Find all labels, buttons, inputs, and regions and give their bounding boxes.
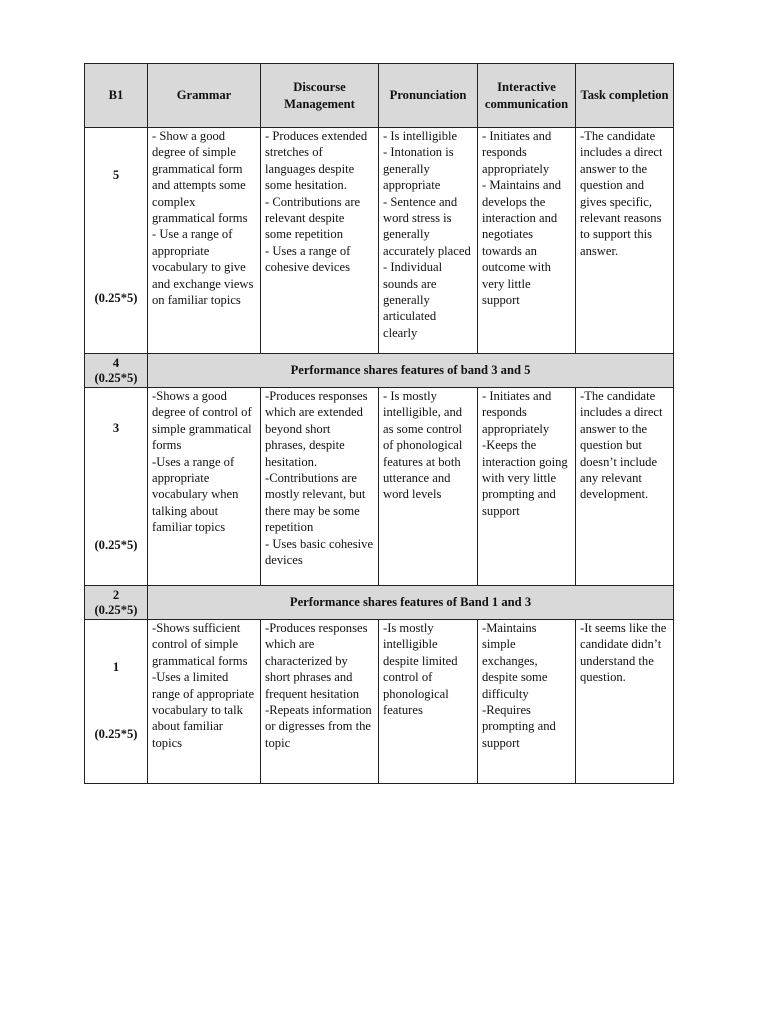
band-3-pronunciation [379, 388, 478, 586]
criterion-header-interactive: Interactive communication [478, 64, 576, 128]
band-weight: (0.25*5) [94, 726, 138, 741]
band-3-interactive [478, 388, 576, 586]
descriptor-text: - Initiates and responds appropriately -Keeps the interaction going with very little prompting and support [482, 389, 568, 518]
band-number: 4 [112, 355, 120, 370]
band-4-cell [85, 354, 148, 388]
criterion-header-task: Task completion [576, 64, 674, 128]
descriptor-text: -Produces responses which are extended beyond short phrases, despite hesitation. -Contributions are mostly relevant, but there may be some repetition - Uses basic cohesive devices [265, 389, 374, 568]
band-4-shared-descriptor: Performance shares features of band 3 and 5 [148, 354, 674, 388]
band-1-cell [85, 620, 148, 784]
band-5-interactive [478, 128, 576, 354]
band-5-task [576, 128, 674, 354]
criterion-header-pronunciation: Pronunciation [379, 64, 478, 128]
descriptor-text: -Maintains simple exchanges, despite some difficulty -Requires prompting and support [482, 621, 556, 750]
band-2-row [85, 586, 674, 620]
descriptor-text: - Is intelligible - Intonation is generally appropriate - Sentence and word stress is generally accurately placed - Individual sounds are generally articulated clearly [383, 129, 471, 340]
descriptor-text: -The candidate includes a direct answer to the question and gives specific, relevant reasons to support this answer. [580, 129, 663, 258]
band-weight: (0.25*5) [94, 602, 138, 617]
band-2-shared-descriptor: Performance shares features of Band 1 and 3 [148, 586, 674, 620]
band-weight: (0.25*5) [94, 370, 138, 385]
band-5-cell [85, 128, 148, 354]
descriptor-text: - Produces extended stretches of languages despite some hesitation. - Contributions are relevant despite some repetition - Uses a range of cohesive devices [265, 129, 368, 275]
descriptor-text: - Initiates and responds appropriately - Maintains and develops the interaction and negotiates towards an outcome with very little support [482, 129, 562, 308]
band-1-interactive [478, 620, 576, 784]
level-header: B1 [85, 64, 148, 128]
descriptor-text: - Is mostly intelligible, and as some control of phonological features at both utterance and word levels [383, 389, 463, 502]
band-1-pronunciation [379, 620, 478, 784]
band-2-cell [85, 586, 148, 620]
descriptor-text: -The candidate includes a direct answer to the question but doesn’t include any relevant development. [580, 389, 663, 502]
descriptor-text: -Shows a good degree of control of simple grammatical forms -Uses a range of appropriate vocabulary when talking about familiar topics [152, 389, 252, 535]
band-1-grammar [148, 620, 261, 784]
band-number: 5 [112, 168, 120, 182]
band-3-cell [85, 388, 148, 586]
band-1-row [85, 620, 674, 784]
band-weight: (0.25*5) [94, 290, 138, 305]
band-3-row [85, 388, 674, 586]
band-number: 1 [112, 660, 120, 674]
band-5-pronunciation [379, 128, 478, 354]
assessment-rubric-table [84, 63, 674, 784]
band-5-discourse [261, 128, 379, 354]
band-4-row [85, 354, 674, 388]
band-weight: (0.25*5) [94, 537, 138, 552]
band-number: 3 [112, 421, 120, 435]
band-1-discourse [261, 620, 379, 784]
criterion-header-discourse: Discourse Management [261, 64, 379, 128]
band-5-grammar [148, 128, 261, 354]
band-3-task [576, 388, 674, 586]
header-row [85, 64, 674, 128]
descriptor-text: - Show a good degree of simple grammatical form and attempts some complex grammatical forms - Use a range of appropriate vocabulary to give and exchange views on familiar topics [152, 129, 254, 308]
band-number: 2 [112, 587, 120, 602]
criterion-header-grammar: Grammar [148, 64, 261, 128]
band-5-row [85, 128, 674, 354]
band-3-discourse [261, 388, 379, 586]
descriptor-text: -It seems like the candidate didn’t understand the question. [580, 621, 667, 685]
descriptor-text: -Shows sufficient control of simple grammatical forms -Uses a limited range of appropriate vocabulary to talk about familiar topics [152, 621, 255, 750]
descriptor-text: -Is mostly intelligible despite limited control of phonological features [383, 621, 458, 718]
band-3-grammar [148, 388, 261, 586]
band-1-task [576, 620, 674, 784]
descriptor-text: -Produces responses which are characterized by short phrases and frequent hesitation -Repeats information or digresses from the topic [265, 621, 372, 750]
